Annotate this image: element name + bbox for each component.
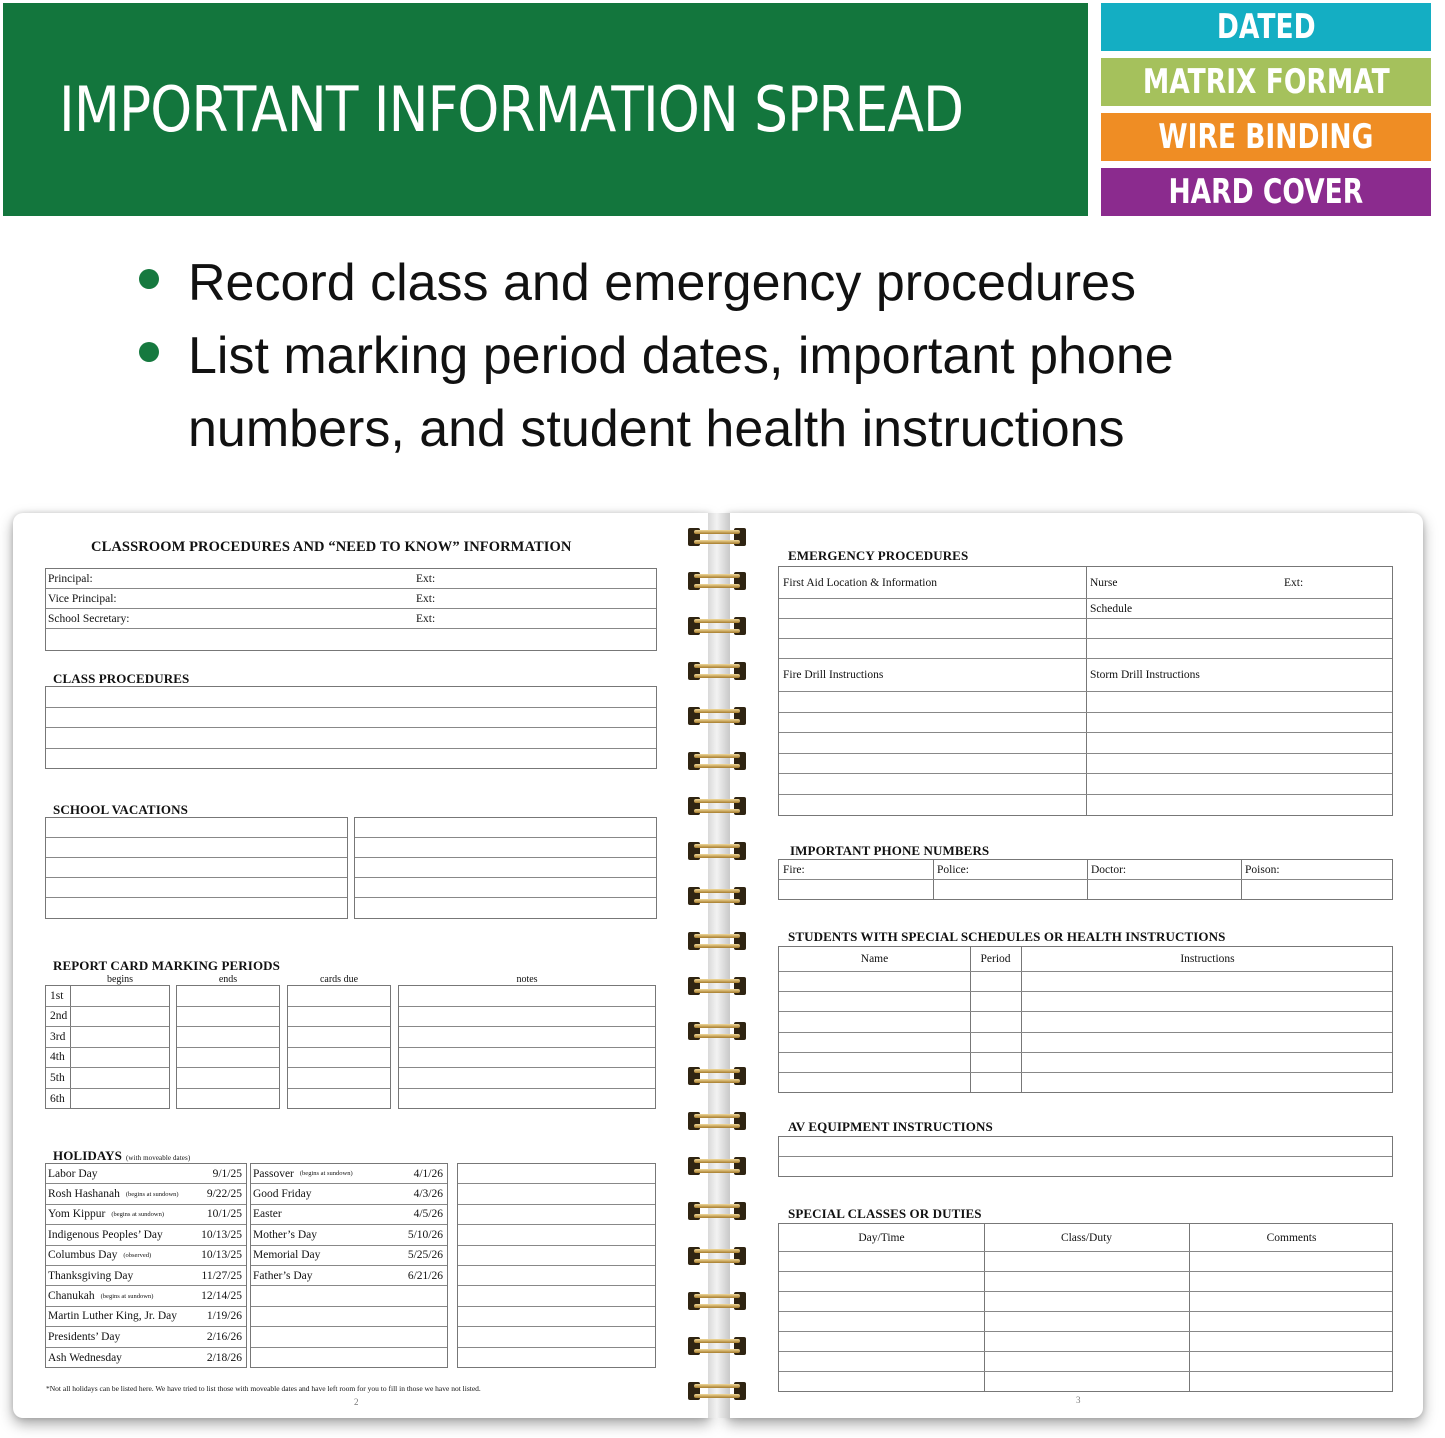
holiday-name: Thanksgiving Day <box>48 1269 134 1282</box>
holiday-name: Rosh Hashanah <box>48 1188 120 1201</box>
holiday-row[interactable] <box>251 1327 447 1347</box>
holiday-date: 4/5/26 <box>413 1208 443 1221</box>
binding-ring-icon <box>688 752 746 770</box>
holiday-date: 10/13/25 <box>201 1249 242 1262</box>
class-procedure-row[interactable] <box>46 728 656 749</box>
page-number-left: 2 <box>354 1397 359 1407</box>
tag-wire-binding: WIRE BINDING <box>1101 113 1431 161</box>
holiday-row[interactable] <box>46 1225 246 1245</box>
blank-row[interactable] <box>779 733 1392 754</box>
holiday-name: Labor Day <box>48 1167 98 1180</box>
holiday-row[interactable] <box>251 1164 447 1184</box>
binding-ring-icon <box>688 1112 746 1130</box>
marking-period-cell[interactable] <box>288 986 390 1007</box>
holiday-row[interactable] <box>251 1286 447 1306</box>
tag-hard-cover: HARD COVER <box>1101 168 1431 216</box>
banner-title: IMPORTANT INFORMATION SPREAD <box>59 73 964 146</box>
marking-period-cell[interactable] <box>177 1027 279 1048</box>
class-procedures-table <box>45 686 657 769</box>
student-row[interactable] <box>779 1053 1392 1073</box>
emergency-heading: EMERGENCY PROCEDURES <box>788 548 969 563</box>
holiday-row[interactable] <box>46 1327 246 1347</box>
marking-period-cell[interactable] <box>288 1048 390 1069</box>
holiday-blank-row[interactable] <box>458 1246 655 1266</box>
holiday-name: Ash Wednesday <box>48 1351 122 1364</box>
marking-periods-notes <box>398 985 656 1109</box>
vacation-row[interactable] <box>355 838 656 858</box>
students-header-row: Name Period Instructions <box>779 947 1392 972</box>
holiday-date: 1/19/26 <box>206 1310 242 1323</box>
tag-matrix-format: MATRIX FORMAT <box>1101 58 1431 106</box>
special-classes-table <box>778 1223 1393 1392</box>
av-instructions-table <box>778 1136 1393 1177</box>
vacation-row[interactable] <box>46 838 347 858</box>
bullet-item: List marking period dates, important phone <box>135 320 1335 393</box>
marking-period-cell[interactable] <box>288 1089 390 1110</box>
marking-periods-begins <box>45 985 170 1109</box>
marking-period-cell[interactable] <box>399 1027 655 1048</box>
student-row[interactable] <box>779 972 1392 992</box>
binding-ring-icon <box>688 662 746 680</box>
period-label: 6th <box>50 1092 65 1105</box>
holidays-heading: HOLIDAYS (with moveable dates) <box>53 1148 191 1163</box>
schedule-row[interactable]: Schedule <box>779 599 1392 619</box>
holiday-date: 5/10/26 <box>407 1228 443 1241</box>
special-classes-heading: SPECIAL CLASSES OR DUTIES <box>788 1206 982 1221</box>
tag-dated: DATED <box>1101 3 1431 51</box>
binding-ring-icon <box>688 1067 746 1085</box>
blank-row[interactable] <box>779 795 1392 815</box>
phone-label-row: Fire: Police: Doctor: Poison: <box>779 860 1392 880</box>
holiday-name: Easter <box>253 1208 282 1221</box>
contacts-table <box>45 568 657 651</box>
holiday-date: 10/1/25 <box>206 1208 242 1221</box>
binding-ring-icon <box>688 1202 746 1220</box>
holiday-note: (begins at sundown) <box>100 1292 154 1300</box>
holiday-date: 11/27/25 <box>201 1269 242 1282</box>
holidays-footnote: *Not all holidays can be listed here. We have tried to list those with moveable dates and have left room for you to fill in those we have not listed. <box>46 1384 481 1393</box>
marking-periods-heading: REPORT CARD MARKING PERIODS <box>53 958 280 973</box>
binding-ring-icon <box>688 1247 746 1265</box>
blank-row[interactable] <box>779 713 1392 733</box>
vacation-row[interactable] <box>46 898 347 918</box>
binding-ring-icon <box>688 797 746 815</box>
bullet-dot-icon <box>139 269 159 289</box>
holiday-name: Yom Kippur <box>48 1208 106 1221</box>
holiday-row[interactable] <box>251 1348 447 1368</box>
marking-period-row[interactable] <box>46 1068 169 1089</box>
special-class-row[interactable] <box>779 1292 1392 1312</box>
binding-ring-icon <box>688 1382 746 1400</box>
holidays-column-3 <box>457 1163 656 1368</box>
marking-periods-cards-due <box>287 985 391 1109</box>
contact-row[interactable]: Vice Principal: Ext: <box>46 589 656 609</box>
marking-periods-ends <box>176 985 280 1109</box>
holiday-blank-row[interactable] <box>458 1286 655 1306</box>
holiday-name: Martin Luther King, Jr. Day <box>48 1310 178 1323</box>
holiday-row[interactable] <box>46 1246 246 1266</box>
marking-period-row[interactable] <box>46 986 169 1007</box>
holiday-date: 6/21/26 <box>407 1269 443 1282</box>
contact-row[interactable]: School Secretary: Ext: <box>46 609 656 629</box>
holiday-name: Indigenous Peoples’ Day <box>48 1228 163 1241</box>
holiday-date: 2/16/26 <box>206 1330 242 1343</box>
holiday-row[interactable] <box>251 1225 447 1245</box>
marking-period-cell[interactable] <box>177 1068 279 1089</box>
holiday-row[interactable] <box>251 1184 447 1204</box>
binding-ring-icon <box>688 932 746 950</box>
period-label: 4th <box>50 1051 65 1064</box>
col-notes: notes <box>516 974 538 985</box>
holiday-row[interactable] <box>46 1164 246 1184</box>
holiday-note: (begins at sundown) <box>299 1170 353 1178</box>
holiday-name: Good Friday <box>253 1188 312 1201</box>
phone-numbers-table <box>778 859 1393 900</box>
holiday-row[interactable] <box>46 1184 246 1204</box>
period-label: 2nd <box>50 1010 68 1023</box>
class-procedures-heading: CLASS PROCEDURES <box>53 671 190 686</box>
student-row[interactable] <box>779 1073 1392 1093</box>
holiday-blank-row[interactable] <box>458 1327 655 1347</box>
notebook-spine <box>708 513 730 1418</box>
holiday-date: 5/25/26 <box>407 1249 443 1262</box>
special-class-row[interactable] <box>779 1252 1392 1272</box>
marking-period-cell[interactable] <box>177 1007 279 1028</box>
binding-ring-icon <box>688 1292 746 1310</box>
vacation-row[interactable] <box>46 858 347 878</box>
holiday-row[interactable] <box>46 1205 246 1225</box>
holiday-date: 9/1/25 <box>212 1167 242 1180</box>
special-class-row[interactable] <box>779 1312 1392 1332</box>
holiday-blank-row[interactable] <box>458 1205 655 1225</box>
holiday-name: Mother’s Day <box>253 1228 317 1241</box>
school-vacations-heading: SCHOOL VACATIONS <box>53 802 188 817</box>
special-class-row[interactable] <box>779 1372 1392 1392</box>
students-heading: STUDENTS WITH SPECIAL SCHEDULES OR HEALTH INSTRUCTIONS <box>788 929 1226 944</box>
holiday-row[interactable] <box>46 1348 246 1368</box>
school-vacations-table-2 <box>354 817 657 919</box>
marking-period-cell[interactable] <box>399 986 655 1007</box>
holiday-name: Memorial Day <box>253 1249 321 1262</box>
av-row[interactable] <box>779 1137 1392 1157</box>
class-procedure-row[interactable] <box>46 708 656 729</box>
contact-row-blank[interactable] <box>46 629 656 650</box>
binding-ring-icon <box>688 842 746 860</box>
marking-period-cell[interactable] <box>177 986 279 1007</box>
col-ends: ends <box>218 974 238 985</box>
vacation-row[interactable] <box>355 878 656 898</box>
vacation-row[interactable] <box>355 898 656 918</box>
class-procedure-row[interactable] <box>46 749 656 770</box>
feature-bullets <box>135 247 1335 466</box>
holiday-name: Passover <box>253 1167 294 1180</box>
binding-ring-icon <box>688 617 746 635</box>
holiday-row[interactable] <box>46 1266 246 1286</box>
binding-ring-icon <box>688 572 746 590</box>
holidays-column-1 <box>45 1163 247 1368</box>
holiday-blank-row[interactable] <box>458 1184 655 1204</box>
binding-ring-icon <box>688 1022 746 1040</box>
school-vacations-table-1 <box>45 817 348 919</box>
col-cards-due: cards due <box>319 974 359 985</box>
holiday-blank-row[interactable] <box>458 1348 655 1368</box>
student-row[interactable] <box>779 992 1392 1012</box>
holiday-date: 4/1/26 <box>413 1167 443 1180</box>
holiday-name: Father’s Day <box>253 1269 313 1282</box>
class-procedure-row[interactable] <box>46 687 656 708</box>
holidays-column-2 <box>250 1163 448 1368</box>
marking-period-cell[interactable] <box>288 1027 390 1048</box>
marking-period-cell[interactable] <box>399 1068 655 1089</box>
period-label: 5th <box>50 1071 65 1084</box>
marking-period-row[interactable] <box>46 1027 169 1048</box>
binding-ring-icon <box>688 977 746 995</box>
holiday-row[interactable] <box>251 1246 447 1266</box>
holiday-date: 2/18/26 <box>206 1351 242 1364</box>
holiday-date: 9/22/25 <box>206 1188 242 1201</box>
drill-header-row[interactable]: Fire Drill Instructions Storm Drill Instructions <box>779 659 1392 692</box>
special-class-row[interactable] <box>779 1332 1392 1352</box>
marking-period-cell[interactable] <box>288 1068 390 1089</box>
blank-row[interactable] <box>779 692 1392 713</box>
holiday-note: (observed) <box>123 1251 152 1259</box>
contact-row[interactable]: Principal: Ext: <box>46 569 656 589</box>
special-class-row[interactable] <box>779 1352 1392 1372</box>
holiday-date: 12/14/25 <box>201 1290 242 1303</box>
blank-row[interactable] <box>779 774 1392 795</box>
holiday-note: (begins at sundown) <box>125 1190 179 1198</box>
student-row[interactable] <box>779 1033 1392 1053</box>
holiday-blank-row[interactable] <box>458 1266 655 1286</box>
holiday-blank-row[interactable] <box>458 1164 655 1184</box>
student-row[interactable] <box>779 1012 1392 1032</box>
bullet-item-continued: numbers, and student health instructions <box>188 400 1125 458</box>
bullet-dot-icon <box>139 342 159 362</box>
vacation-row[interactable] <box>355 858 656 878</box>
holiday-blank-row[interactable] <box>458 1307 655 1327</box>
phone-value-row[interactable] <box>779 880 1392 900</box>
marking-period-cell[interactable] <box>177 1048 279 1069</box>
header-banner <box>3 3 1088 216</box>
holiday-row[interactable] <box>46 1307 246 1327</box>
feature-tags <box>1101 3 1431 223</box>
special-header-row: Day/Time Class/Duty Comments <box>779 1224 1392 1252</box>
bullet-item: Record class and emergency procedures <box>135 247 1335 320</box>
col-begins: begins <box>106 974 134 985</box>
vacation-row[interactable] <box>355 818 656 838</box>
left-page-title: CLASSROOM PROCEDURES AND “NEED TO KNOW” INFORMATION <box>91 539 572 555</box>
av-heading: AV EQUIPMENT INSTRUCTIONS <box>788 1119 993 1134</box>
period-label: 1st <box>50 989 64 1002</box>
holiday-name: Columbus Day <box>48 1249 118 1262</box>
holiday-blank-row[interactable] <box>458 1225 655 1245</box>
binding-ring-icon <box>688 887 746 905</box>
first-aid-row[interactable]: First Aid Location & Information Nurse Ext: <box>779 567 1392 599</box>
av-row[interactable] <box>779 1157 1392 1177</box>
students-table <box>778 946 1393 1093</box>
vacation-row[interactable] <box>46 818 347 838</box>
binding-ring-icon <box>688 1157 746 1175</box>
binding-ring-icon <box>688 1337 746 1355</box>
blank-row[interactable] <box>779 619 1392 639</box>
blank-row[interactable] <box>779 754 1392 774</box>
binding-ring-icon <box>688 707 746 725</box>
holiday-row[interactable] <box>251 1205 447 1225</box>
marking-period-cell[interactable] <box>399 1048 655 1069</box>
special-class-row[interactable] <box>779 1272 1392 1292</box>
marking-period-cell[interactable] <box>177 1089 279 1110</box>
marking-period-cell[interactable] <box>399 1089 655 1110</box>
vacation-row[interactable] <box>46 878 347 898</box>
holiday-row[interactable] <box>251 1266 447 1286</box>
page-number-right: 3 <box>1076 1395 1081 1405</box>
holiday-name: Chanukah <box>48 1290 95 1303</box>
holiday-date: 10/13/25 <box>201 1228 242 1241</box>
binding-ring-icon <box>688 528 746 546</box>
blank-row[interactable] <box>779 639 1392 659</box>
holiday-row[interactable] <box>46 1286 246 1306</box>
holiday-date: 4/3/26 <box>413 1188 443 1201</box>
emergency-procedures-table <box>778 566 1393 816</box>
marking-period-cell[interactable] <box>288 1007 390 1028</box>
holiday-note: (begins at sundown) <box>111 1210 165 1218</box>
marking-period-row[interactable] <box>46 1048 169 1069</box>
period-label: 3rd <box>50 1030 66 1043</box>
marking-period-row[interactable] <box>46 1007 169 1028</box>
holiday-name: Presidents’ Day <box>48 1330 121 1343</box>
marking-period-cell[interactable] <box>399 1007 655 1028</box>
marking-period-row[interactable] <box>46 1089 169 1110</box>
phone-numbers-heading: IMPORTANT PHONE NUMBERS <box>790 843 990 858</box>
holiday-row[interactable] <box>251 1307 447 1327</box>
